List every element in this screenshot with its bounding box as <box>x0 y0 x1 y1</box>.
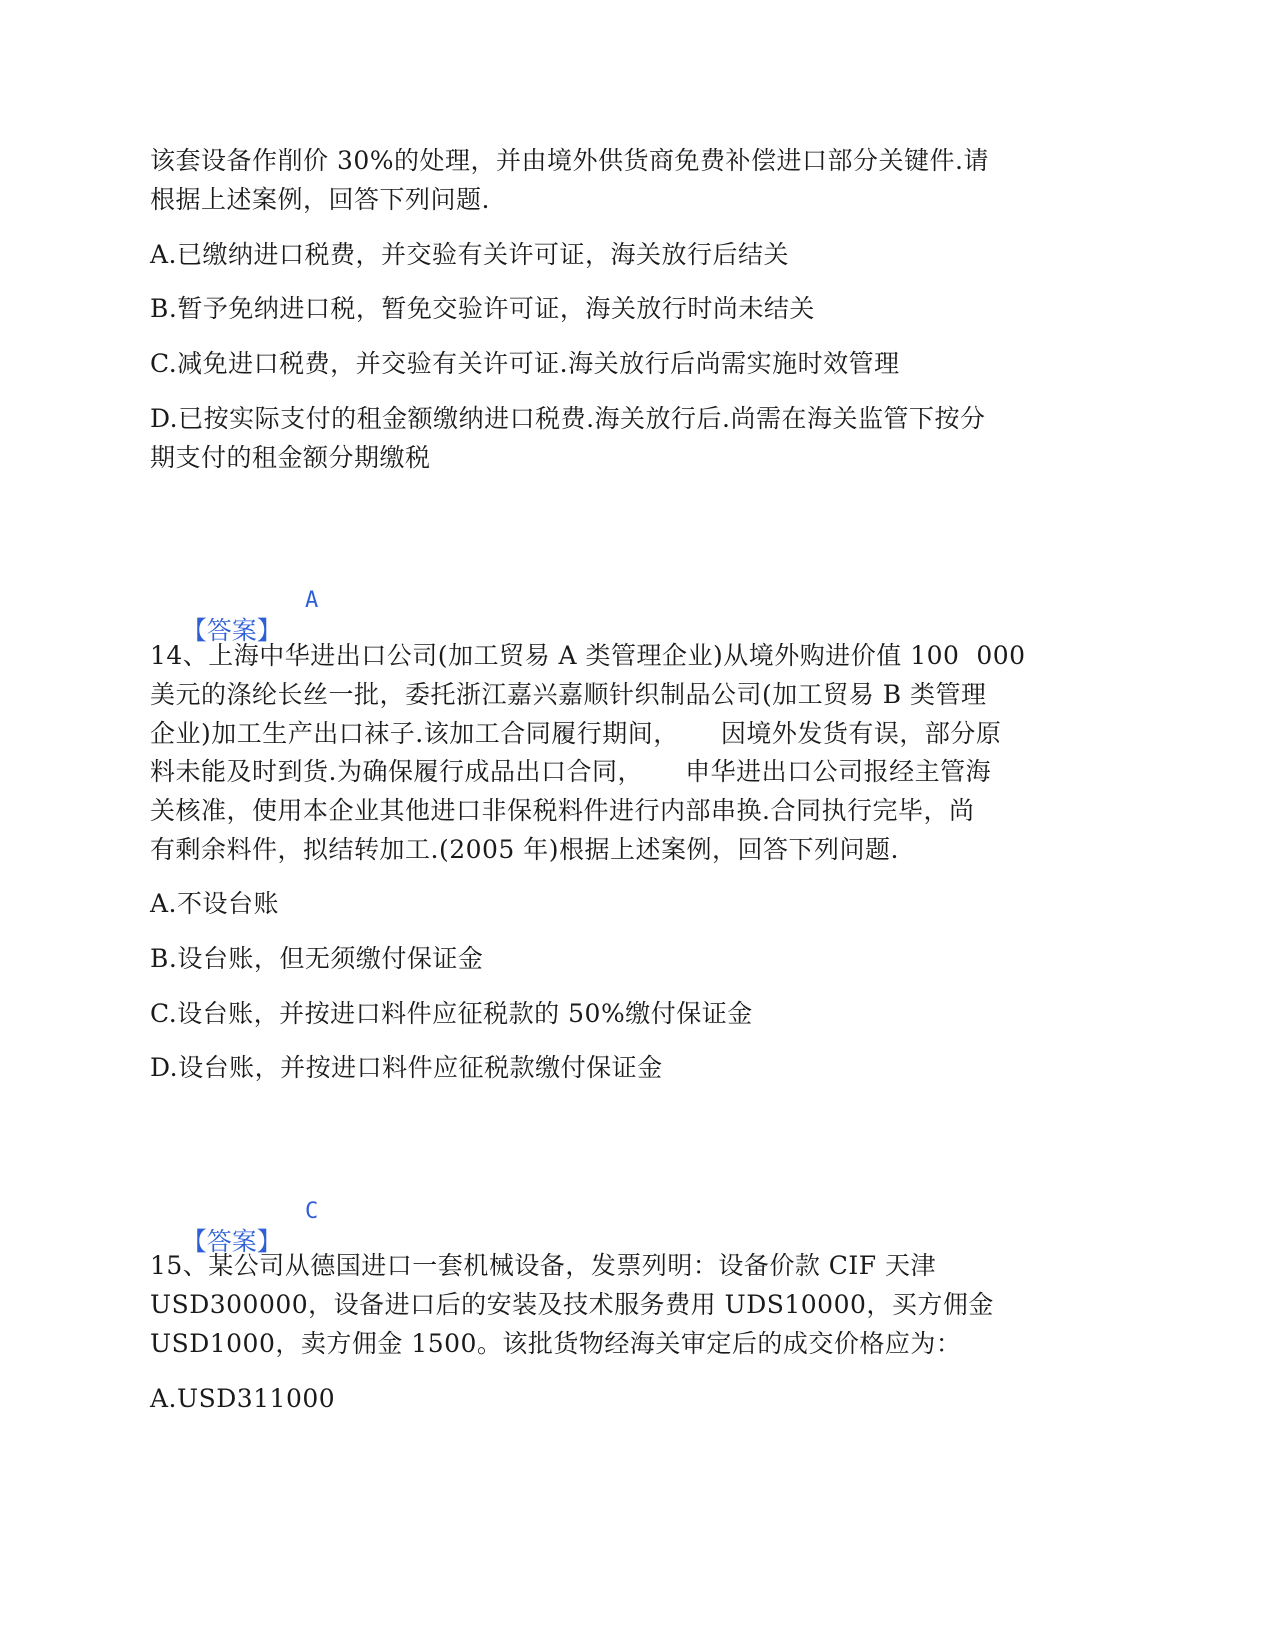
q15-stem-line-3: USD1000，卖方佣金 1500。该批货物经海关审定后的成交价格应为： <box>150 1329 962 1358</box>
q13-option-c: C.减免进口税费，并交验有关许可证.海关放行后尚需实施时效管理 <box>150 349 900 378</box>
q14-stem-line-4: 料未能及时到货.为确保履行成品出口合同， 申华进出口公司报经主管海 <box>150 757 992 786</box>
q13-answer-value: A <box>305 588 319 613</box>
q13-stem-line-1: 该套设备作削价 30%的处理，并由境外供货商免费补偿进口部分关键件.请 <box>150 146 989 175</box>
q13-stem-line-2: 根据上述案例，回答下列问题. <box>150 185 490 214</box>
q14-stem-line-2: 美元的涤纶长丝一批，委托浙江嘉兴嘉顺针织制品公司(加工贸易 B 类管理 <box>150 680 987 709</box>
q14-option-d: D.设台账，并按进口料件应征税款缴付保证金 <box>150 1053 663 1082</box>
q13-option-d-line-1: D.已按实际支付的租金额缴纳进口税费.海关放行后.尚需在海关监管下按分 <box>150 404 986 433</box>
q13-option-b: B.暂予免纳进口税，暂免交验许可证，海关放行时尚未结关 <box>150 294 815 323</box>
q14-stem-line-1: 14、上海中华进出口公司(加工贸易 A 类管理企业)从境外购进价值 100 000 <box>150 641 1026 670</box>
q14-stem-line-6: 有剩余料件，拟结转加工.(2005 年)根据上述案例，回答下列问题. <box>150 835 899 864</box>
q15-stem-line-2: USD300000，设备进口后的安装及技术服务费用 UDS10000，买方佣金 <box>150 1290 994 1319</box>
q13-option-a: A.已缴纳进口税费，并交验有关许可证，海关放行后结关 <box>150 240 790 269</box>
q13-answer-label: 【答案】 <box>181 616 282 645</box>
q14-option-c: C.设台账，并按进口料件应征税款的 50%缴付保证金 <box>150 999 753 1028</box>
q13-option-d-line-2: 期支付的租金额分期缴税 <box>150 443 431 472</box>
q15-option-a: A.USD311000 <box>150 1384 336 1413</box>
q14-stem-line-5: 关核准，使用本企业其他进口非保税料件进行内部串换.合同执行完毕，尚 <box>150 796 975 825</box>
q14-answer-value: C <box>305 1199 319 1224</box>
q14-stem-line-3: 企业)加工生产出口袜子.该加工合同履行期间， 因境外发货有误，部分原 <box>150 719 1002 748</box>
q14-option-b: B.设台账，但无须缴付保证金 <box>150 944 484 973</box>
q14-option-a: A.不设台账 <box>150 889 280 918</box>
q15-stem-line-1: 15、某公司从德国进口一套机械设备，发票列明：设备价款 CIF 天津 <box>150 1251 937 1280</box>
q14-answer-label: 【答案】 <box>181 1227 282 1256</box>
